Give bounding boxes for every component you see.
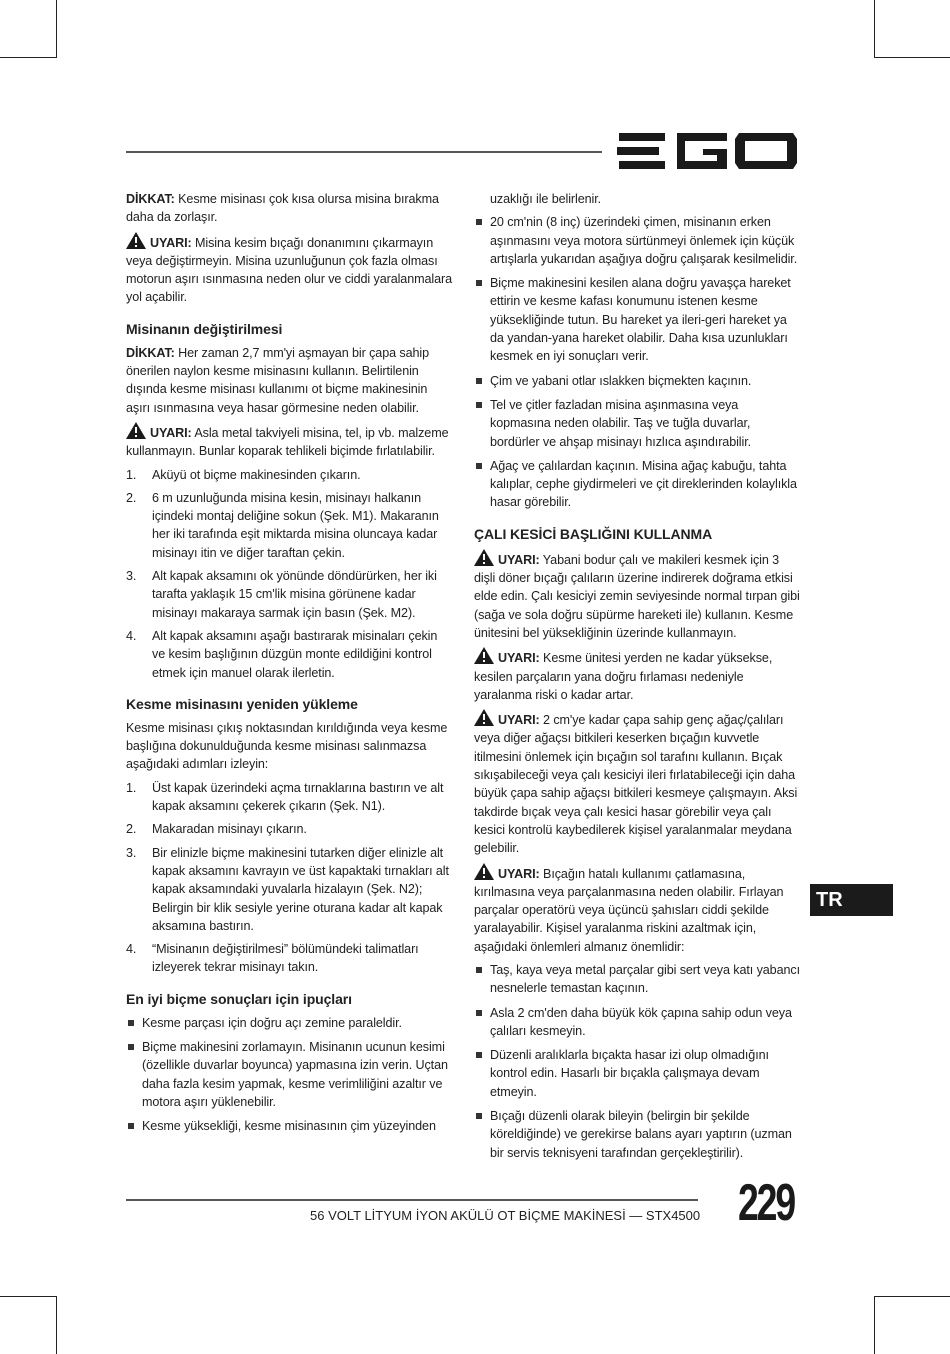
item-text: Biçme makinesini zorlamayın. Misinanın ucunun kesimi (özellikle duvarlar boyunca) yapmasına izin verin. Uçtan daha fazla kesim yapmak, kesme verimliliğini azaltır ve motora aşırı yüklenebilir.: [142, 1039, 448, 1109]
warning-paragraph: [474, 647, 802, 704]
warning-label: UYARI:: [498, 552, 540, 567]
list-item: [126, 627, 452, 682]
square-bullet-icon: [476, 463, 482, 469]
list-item: [474, 396, 802, 451]
crop-mark: [874, 0, 875, 58]
list-item: [474, 1004, 802, 1041]
crop-mark: [0, 1296, 57, 1297]
item-text: Bir elinizle biçme makinesini tutarken diğer elinizle alt kapak aksamını kavrayın ve üst kapaktaki tırnakları alt kapak aksamındaki yuvalarla hizalayın (Şek. N2); Belirgin bir klik sesiyle yerine oturana kadar alt kapak aksamına bastırın.: [152, 845, 449, 933]
footer-rule: [126, 1199, 698, 1201]
crop-mark: [874, 1296, 875, 1354]
list-item: [126, 489, 452, 562]
item-number: 1.: [126, 780, 137, 795]
square-bullet-icon: [476, 967, 482, 973]
section-heading: En iyi biçme sonuçları için ipuçları: [126, 990, 352, 1007]
square-bullet-icon: [476, 402, 482, 408]
language-tab: TR: [810, 884, 893, 916]
caution-paragraph: [126, 344, 452, 417]
list-item: [474, 372, 802, 390]
warning-paragraph: [126, 232, 452, 307]
item-text: Alt kapak aksamını ok yönünde döndürürken, her iki tarafta yaklaşık 15 cm'lik misina görünene kadar misinayı makaraya sarmak için basın (Şek. M2).: [152, 569, 437, 620]
caution-text: Her zaman 2,7 mm'yi aşmayan bir çapa sahip önerilen naylon kesme misinasını kullanın. Belirtilenin dışında kesme misinası kullanımı ot biçme makinesinin aşırı ısınmasına veya hasar görmesine neden olabilir.: [126, 345, 430, 415]
warning-text: Yabani bodur çalı ve makileri kesmek için 3 dişli döner bıçağı çalıların üzerine indirerek doğrama etkisi elde edin. Çalı kesiciyi zemin seviyesinde normal tırpan gibi (sağa ve sola doğru süpürme hareketi ile) kullanın. Kesme ünitesini bel yüksekliğinin üzerinde kullanmayın.: [474, 552, 800, 640]
item-text: Düzenli aralıklarla bıçakta hasar izi olup olmadığını kontrol edin. Hasarlı bir bıçakla çalışmaya devam etmeyin.: [490, 1048, 769, 1099]
list-item: [126, 844, 452, 935]
item-text: Asla 2 cm'den daha büyük kök çapına sahip odun veya çalıları kesmeyin.: [490, 1005, 792, 1038]
caution-label: DİKKAT:: [126, 345, 175, 360]
warning-label: UYARI:: [498, 713, 540, 728]
item-text: Tel ve çitler fazladan misina aşınmasına veya kopmasına neden olabilir. Taş ve tuğla duvarlar, bordürler ve ahşap misinayı hızlıca aşındırabilir.: [490, 397, 751, 449]
crop-mark: [0, 57, 57, 58]
item-text: 6 m uzunluğunda misina kesin, misinayı halkanın içindeki montaj deliğine sokun (Şek. M1). Makaranın her iki tarafında eşit miktarda misina oluncaya kadar misinayı itin ve diğer taraftan çekin.: [152, 490, 439, 560]
section-heading: Misinanın değiştirilmesi: [126, 320, 283, 337]
list-item: [474, 274, 802, 365]
section-heading: ÇALI KESİCİ BAŞLIĞINI KULLANMA: [474, 525, 713, 542]
crop-mark: [56, 0, 57, 58]
warning-text: Misina kesim bıçağı donanımını çıkarmayın veya değiştirmeyin. Misina uzunluğunun çok fazla olması motorun aşırı ısınmasına neden olur ve ciddi yaralanmalara yol açabilir.: [126, 235, 453, 305]
item-text: Alt kapak aksamını aşağı bastırarak misinaları çekin ve kesim başlığının düzgün monte edildiğini kontrol etmek için manuel olarak ilerletin.: [152, 628, 438, 680]
crop-mark: [874, 1296, 950, 1297]
warning-paragraph: [474, 863, 802, 956]
item-text: Bıçağı düzenli olarak bileyin (belirgin bir şekilde köreldiğinde) ve gerekirse balans ayarı yaptırın (uzman bir servis teknisyeni tarafından gerçekleştirilir).: [490, 1109, 792, 1160]
list-item: [474, 213, 802, 268]
caution-text: Kesme misinası çok kısa olursa misina bırakma daha da zorlaşır.: [126, 192, 439, 225]
body-paragraph: Kesme misinası çıkış noktasından kırıldığında veya kesme başlığına dokunulduğunda kesme misinası salınmazsa aşağıdaki adımları izleyin:: [126, 720, 448, 772]
item-number: 4.: [126, 942, 137, 957]
item-text: Taş, kaya veya metal parçalar gibi sert veya katı yabancı nesnelerle temastan kaçının.: [490, 962, 800, 996]
crop-mark: [56, 1296, 57, 1354]
caution-paragraph: [126, 190, 452, 227]
numbered-list: [126, 779, 452, 977]
item-text: Kesme yüksekliği, kesme misinasının çim yüzeyinden: [142, 1119, 436, 1134]
item-number: 3.: [126, 569, 137, 584]
square-bullet-icon: [128, 1044, 134, 1050]
list-item: [126, 820, 452, 838]
item-number: 2.: [126, 490, 137, 505]
bullet-list: [126, 1014, 452, 1136]
item-number: 3.: [126, 845, 137, 860]
square-bullet-icon: [476, 219, 482, 225]
warning-label: UYARI:: [150, 235, 192, 250]
warning-triangle-icon: [474, 549, 494, 566]
numbered-list: [126, 466, 452, 682]
item-text: Kesme parçası için doğru açı zemine paraleldir.: [142, 1015, 402, 1030]
warning-label: UYARI:: [498, 866, 540, 881]
square-bullet-icon: [476, 1052, 482, 1058]
right-column: [474, 190, 802, 1168]
warning-triangle-icon: [126, 232, 146, 249]
warning-triangle-icon: [474, 647, 494, 664]
square-bullet-icon: [476, 378, 482, 384]
item-text: Çim ve yabani otlar ıslakken biçmekten kaçının.: [490, 373, 752, 388]
item-text: 20 cm'nin (8 inç) üzerindeki çimen, misinanın erken aşınmasını veya motora sürtünmeyi önlemek için küçük artışlarla yukarıdan aşağıya doğru çalışarak kesilmelidir.: [490, 215, 798, 266]
header-rule: [126, 151, 602, 153]
square-bullet-icon: [128, 1123, 134, 1129]
list-item: [474, 961, 802, 998]
list-item: [474, 1046, 802, 1101]
item-number: 4.: [126, 628, 137, 643]
warning-triangle-icon: [474, 863, 494, 880]
warning-text: Kesme ünitesi yerden ne kadar yüksekse, kesilen parçaların yana doğru fırlaması nedeniyle yaralanma riski o kadar artar.: [474, 651, 773, 702]
item-number: 2.: [126, 822, 137, 837]
warning-paragraph: [474, 709, 802, 857]
body-paragraph: uzaklığı ile belirlenir.: [490, 192, 601, 206]
bullet-list: [474, 961, 802, 1162]
square-bullet-icon: [128, 1020, 134, 1026]
list-item: [474, 457, 802, 512]
warning-text: Bıçağın hatalı kullanımı çatlamasına, kırılmasına veya parçalanmasına neden olabilir. Fırlayan parçalar operatörü veya üçüncü şahısları ciddi şekilde yaralayabilir. Kişisel yaralanma riskini azaltmak için, aşağıdaki önlemleri almanız önemlidir:: [474, 866, 784, 954]
item-text: Biçme makinesini kesilen alana doğru yavaşça hareket ettirin ve kesme kafası konumunu istenen kesme yüksekliğinde tutun. Bu hareket ya ileri-geri hareket ya da yandan-yana hareket olabilir. Daha kısa uzunlukları kesmek en iyi sonuçları verir.: [490, 276, 791, 364]
warning-triangle-icon: [126, 422, 146, 439]
square-bullet-icon: [476, 1113, 482, 1119]
list-item: [126, 466, 452, 484]
page-number: 229: [738, 1174, 794, 1232]
section-heading: Kesme misinasını yeniden yükleme: [126, 695, 358, 712]
left-column: [126, 190, 452, 1141]
list-item: [126, 1117, 452, 1135]
item-number: 1.: [126, 467, 137, 482]
list-item: [126, 567, 452, 622]
item-text: Makaradan misinayı çıkarın.: [152, 822, 307, 837]
warning-label: UYARI:: [498, 651, 540, 666]
square-bullet-icon: [476, 280, 482, 286]
footer-title: 56 VOLT LİTYUM İYON AKÜLÜ OT BİÇME MAKİNESİ — STX4500: [310, 1208, 701, 1223]
bullet-list: [474, 213, 802, 511]
ego-logo: [617, 130, 799, 172]
warning-paragraph: [474, 549, 802, 642]
warning-paragraph: [126, 422, 452, 461]
warning-triangle-icon: [474, 709, 494, 726]
list-item: [126, 1014, 452, 1032]
caution-label: DİKKAT:: [126, 192, 175, 206]
warning-text: 2 cm'ye kadar çapa sahip genç ağaç/çalıları veya diğer ağaçsı bitkileri keserken bıçağın kuvvetle itilmesini önlemek için bıçağın sol tarafını kullanın. Bıçak sıkışabileceği veya çalı kesiciyi ileri fırlatabileceği için daha büyük çapa sahip ağaçsı bitkileri kesmeye çalışmayın. Aksi takdirde bıçak veya çalı kesici hasar görebilir veya çalı kesici kontrolü kaybedilerek kişisel yaralanmalar meydana gelebilir.: [474, 713, 798, 856]
list-item: [126, 779, 452, 816]
list-item: [474, 1107, 802, 1162]
warning-text: Asla metal takviyeli misina, tel, ip vb. malzeme kullanmayın. Bunlar koparak tehlikeli biçimde fırlatılabilir.: [126, 425, 449, 459]
item-text: Ağaç ve çalılardan kaçının. Misina ağaç kabuğu, tahta kalıplar, cephe giydirmeleri ve çit direklerinden kolaylıkla hasar görebilir.: [490, 458, 797, 510]
crop-mark: [874, 57, 950, 58]
square-bullet-icon: [476, 1010, 482, 1016]
item-text: Aküyü ot biçme makinesinden çıkarın.: [152, 467, 361, 482]
list-item: [126, 1038, 452, 1111]
item-text: Üst kapak üzerindeki açma tırnaklarına bastırın ve alt kapak aksamını çekerek çıkarın (Şek. N1).: [152, 780, 444, 814]
warning-label: UYARI:: [150, 425, 192, 440]
list-item: [126, 940, 452, 977]
item-text: “Misinanın değiştirilmesi” bölümündeki talimatları izleyerek tekrar misinayı takın.: [152, 942, 419, 975]
